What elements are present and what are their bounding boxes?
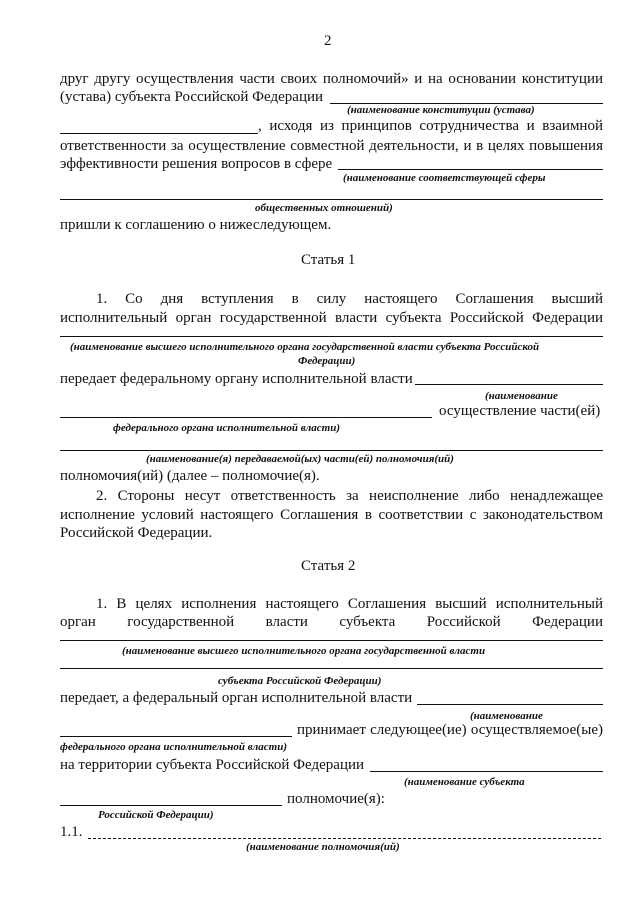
caption-federal-body: федерального органа исполнительной власти) bbox=[60, 741, 287, 753]
caption-russian-federation: Российской Федерации) bbox=[98, 809, 214, 821]
caption-naming: (наименование bbox=[485, 390, 558, 402]
article-1-p2-line-1: 2. Стороны несут ответственность за неисполнение либо ненадлежащее bbox=[96, 488, 603, 504]
fill-line bbox=[60, 736, 292, 737]
fill-line bbox=[60, 668, 603, 669]
caption-executive-body: (наименование высшего исполнительного органа государственной власти субъекта Российской bbox=[70, 341, 540, 353]
fill-line bbox=[88, 838, 601, 839]
fill-line bbox=[417, 704, 603, 705]
caption-sphere: (наименование соответствующей сферы bbox=[343, 172, 546, 184]
intro-line-4: ответственности за осуществление совместной деятельности, и в целях повышения bbox=[60, 138, 603, 154]
article-2-p1-line-5: на территории субъекта Российской Федерации bbox=[60, 757, 365, 773]
caption-executive-body-2: Федерации) bbox=[298, 355, 356, 367]
fill-line bbox=[60, 199, 603, 200]
article-2-heading: Статья 2 bbox=[301, 558, 356, 574]
fill-line bbox=[60, 133, 258, 134]
caption-naming: (наименование bbox=[470, 710, 543, 722]
caption-executive-body: (наименование высшего исполнительного органа государственной власти bbox=[122, 645, 486, 657]
intro-line-1: друг другу осуществления части своих полномочий» и на основании конституции bbox=[60, 71, 603, 87]
intro-line-2: (устава) субъекта Российской Федерации bbox=[60, 89, 324, 105]
fill-line bbox=[60, 805, 282, 806]
intro-line-5: эффективности решения вопросов в сфере bbox=[60, 156, 333, 172]
article-1-p1-line-2: исполнительный орган государственной власти субъекта Российской Федерации bbox=[60, 310, 603, 326]
article-1-p1-line-1: 1. Со дня вступления в силу настоящего Соглашения высший bbox=[96, 291, 603, 307]
fill-line bbox=[60, 336, 603, 337]
article-2-p1-line-1: 1. В целях исполнения настоящего Соглашения высший исполнительный bbox=[96, 596, 603, 612]
article-2-p1-line-6: полномочие(я): bbox=[287, 791, 385, 807]
fill-line bbox=[60, 450, 603, 451]
item-number: 1.1. bbox=[60, 824, 83, 840]
article-1-heading: Статья 1 bbox=[301, 252, 356, 268]
article-1-p2-line-2: исполнение условий настоящего Соглашения в соответствии с законодательством bbox=[60, 507, 603, 523]
article-2-p1-line-2: орган государственной власти субъекта Российской Федерации bbox=[60, 614, 603, 630]
caption-subject: субъекта Российской Федерации) bbox=[218, 675, 382, 687]
article-1-p1-line-3: передает федеральному органу исполнительной власти bbox=[60, 371, 413, 387]
page-number: 2 bbox=[324, 33, 332, 49]
caption-power-name: (наименование полномочия(ий) bbox=[246, 841, 400, 853]
caption-transferred-powers: (наименование(я) передаваемой(ых) части(ей) полномочия(ий) bbox=[146, 453, 454, 465]
fill-line bbox=[370, 771, 603, 772]
caption-constitution: (наименование конституции (устава) bbox=[347, 104, 535, 116]
article-1-p1-line-4: осуществление части(ей) bbox=[439, 403, 601, 419]
article-2-p1-line-4: принимает следующее(ие) осуществляемое(ые) bbox=[297, 722, 603, 738]
caption-relations: общественных отношений) bbox=[255, 202, 393, 214]
fill-line bbox=[415, 384, 603, 385]
article-1-p1-line-5: полномочия(ий) (далее – полномочие(я). bbox=[60, 468, 320, 484]
article-1-p2-line-3: Российской Федерации. bbox=[60, 525, 213, 541]
fill-line bbox=[338, 169, 603, 170]
fill-line bbox=[60, 417, 432, 418]
caption-subject-name: (наименование субъекта bbox=[404, 776, 525, 788]
intro-line-6: пришли к соглашению о нижеследующем. bbox=[60, 217, 332, 233]
caption-federal-body: федерального органа исполнительной власти) bbox=[113, 422, 340, 434]
article-2-p1-line-3: передает, а федеральный орган исполнительной власти bbox=[60, 690, 413, 706]
intro-line-3: , исходя из принципов сотрудничества и взаимной bbox=[258, 118, 603, 134]
fill-line bbox=[60, 640, 603, 641]
